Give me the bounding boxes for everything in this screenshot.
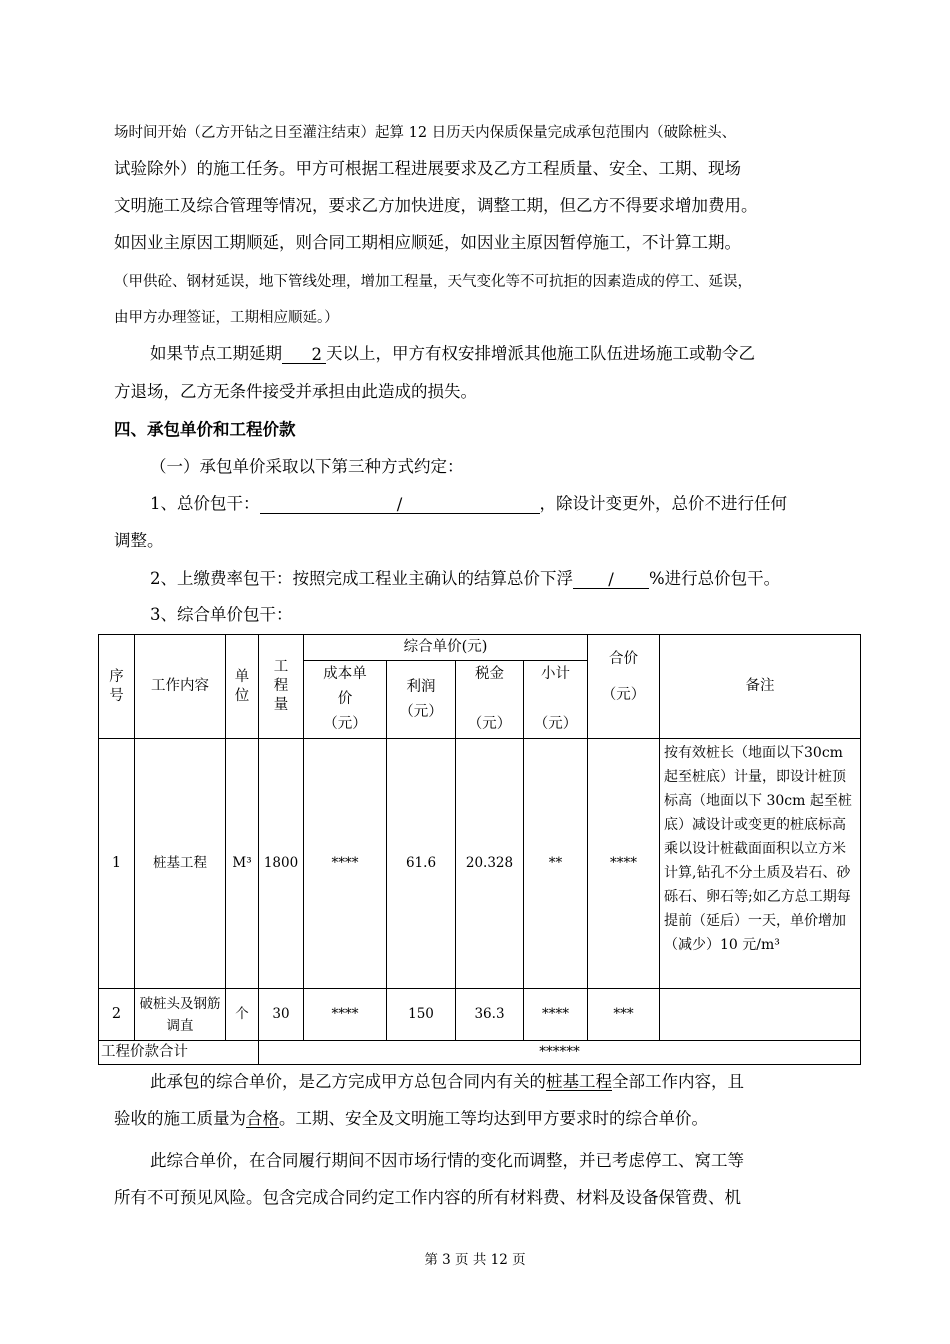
p3-post: 全部工作内容，且 <box>612 1072 744 1091</box>
row-total: **** <box>588 739 660 989</box>
item-lump-sum-label: 1、总价包干： <box>150 494 260 513</box>
section-heading: 四、承包单价和工程价款 <box>114 420 296 439</box>
paragraph-line: 文明施工及综合管理等情况，要求乙方加快进度，调整工期，但乙方不得要求增加费用。 <box>114 196 758 215</box>
paragraph-line: （甲供砼、钢材延误，地下管线处理，增加工程量，天气变化等不可抗拒的因素造成的停工、延误， <box>114 274 752 290</box>
page-footer: 第 3 页 共 12 页 <box>424 1252 526 1268</box>
row-profit: 150 <box>387 989 456 1041</box>
item-fee-rate-post: %进行总价包干。 <box>649 569 781 588</box>
p3-underlined-scope: 桩基工程 <box>546 1072 612 1091</box>
header-composite: 综合单价(元) <box>304 635 588 661</box>
row-total: *** <box>588 989 660 1041</box>
table-row <box>99 739 861 989</box>
item-fee-rate-label: 2、上缴费率包干：按照完成工程业主确认的结算总价下浮 <box>150 569 573 588</box>
paragraph-line: 所有不可预见风险。包含完成合同约定工作内容的所有材料费、材料及设备保管费、机 <box>114 1188 741 1207</box>
row-content: 桩基工程 <box>135 739 226 989</box>
paragraph-line: 试验除外）的施工任务。甲方可根据工程进展要求及乙方工程质量、安全、工期、现场 <box>114 159 741 178</box>
header-qty: 工 程 量 <box>259 635 304 739</box>
p3-underlined-quality: 合格 <box>246 1109 279 1128</box>
p3-l2-post: 。工期、安全及文明施工等均达到甲方要求时的综合单价。 <box>279 1109 708 1128</box>
paragraph-line: 由甲方办理签证，工期相应顺延。） <box>114 310 339 326</box>
item-unit-price: 3、综合单价包干： <box>150 605 293 624</box>
item-lump-sum-post: ，除设计变更外，总价不进行任何 <box>539 494 787 513</box>
row-qty: 30 <box>259 989 304 1041</box>
paragraph-line: 如因业主原因工期顺延，则合同工期相应顺延，如因业主原因暂停施工，不计算工期。 <box>114 233 741 252</box>
delay-days-blank: 2 <box>282 345 326 364</box>
row-tax: 20.328 <box>456 739 524 989</box>
row-cost: **** <box>304 989 387 1041</box>
unit-price-table <box>98 634 861 1065</box>
header-profit: 利润 （元） <box>387 661 456 739</box>
paragraph-line: 场时间开始（乙方开钻之日至灌注结束）起算 12 日历天内保质保量完成承包范围内（破除桩头、 <box>114 125 737 141</box>
fee-rate-blank: / <box>573 570 649 589</box>
table-sum-row <box>99 1041 861 1065</box>
header-subtotal: 小计 （元） <box>524 661 588 739</box>
sub-heading: （一）承包单价采取以下第三种方式约定： <box>150 457 464 476</box>
row-subtotal: **** <box>524 989 588 1041</box>
paragraph-line: 调整。 <box>114 531 164 550</box>
header-content: 工作内容 <box>135 635 226 739</box>
header-unit: 单 位 <box>226 635 259 739</box>
row-remark: 按有效桩长（地面以下30cm起至桩底）计量，即设计桩顶标高（地面以下 30cm 起至桩底）减设计或变更的桩底标高乘以设计桩截面面积以立方米计算,钻孔不分土质及岩石、砂砾石、卵石等;如乙方总工期每提前（延后）一天，单价增加（减少）10 元/m³ <box>660 739 861 989</box>
paragraph-line: 方退场，乙方无条件接受并承担由此造成的损失。 <box>114 382 477 401</box>
sum-value: ****** <box>259 1041 861 1065</box>
item-lump-sum <box>150 494 787 514</box>
lump-sum-blank: / <box>260 495 540 514</box>
sum-label: 工程价款合计 <box>99 1041 259 1065</box>
row-qty: 1800 <box>259 739 304 989</box>
p3-l2-pre: 验收的施工质量为 <box>114 1109 246 1128</box>
row-seq: 2 <box>99 989 135 1041</box>
paragraph-line <box>150 1072 744 1092</box>
header-remark: 备注 <box>660 635 861 739</box>
delay-clause-line <box>150 344 755 364</box>
row-profit: 61.6 <box>387 739 456 989</box>
header-cost: 成本单 价 （元） <box>304 661 387 739</box>
row-unit: 个 <box>226 989 259 1041</box>
table-header-row <box>99 635 861 661</box>
paragraph-line: 此综合单价，在合同履行期间不因市场行情的变化而调整，并已考虑停工、窝工等 <box>150 1151 744 1170</box>
p3-pre: 此承包的综合单价，是乙方完成甲方总包合同内有关的 <box>150 1072 546 1091</box>
header-seq: 序 号 <box>99 635 135 739</box>
row-seq: 1 <box>99 739 135 989</box>
paragraph-line <box>114 1109 708 1129</box>
table-row <box>99 989 861 1041</box>
item-fee-rate <box>150 569 780 589</box>
header-total: 合价 （元） <box>588 635 660 739</box>
row-cost: **** <box>304 739 387 989</box>
row-tax: 36.3 <box>456 989 524 1041</box>
row-subtotal: ** <box>524 739 588 989</box>
delay-clause-pre: 如果节点工期延期 <box>150 344 282 363</box>
row-remark <box>660 989 861 1041</box>
row-content: 破桩头及钢筋调直 <box>135 989 226 1041</box>
row-unit: M³ <box>226 739 259 989</box>
delay-clause-post: 天以上，甲方有权安排增派其他施工队伍进场施工或勒令乙 <box>326 344 755 363</box>
header-tax: 税金 （元） <box>456 661 524 739</box>
